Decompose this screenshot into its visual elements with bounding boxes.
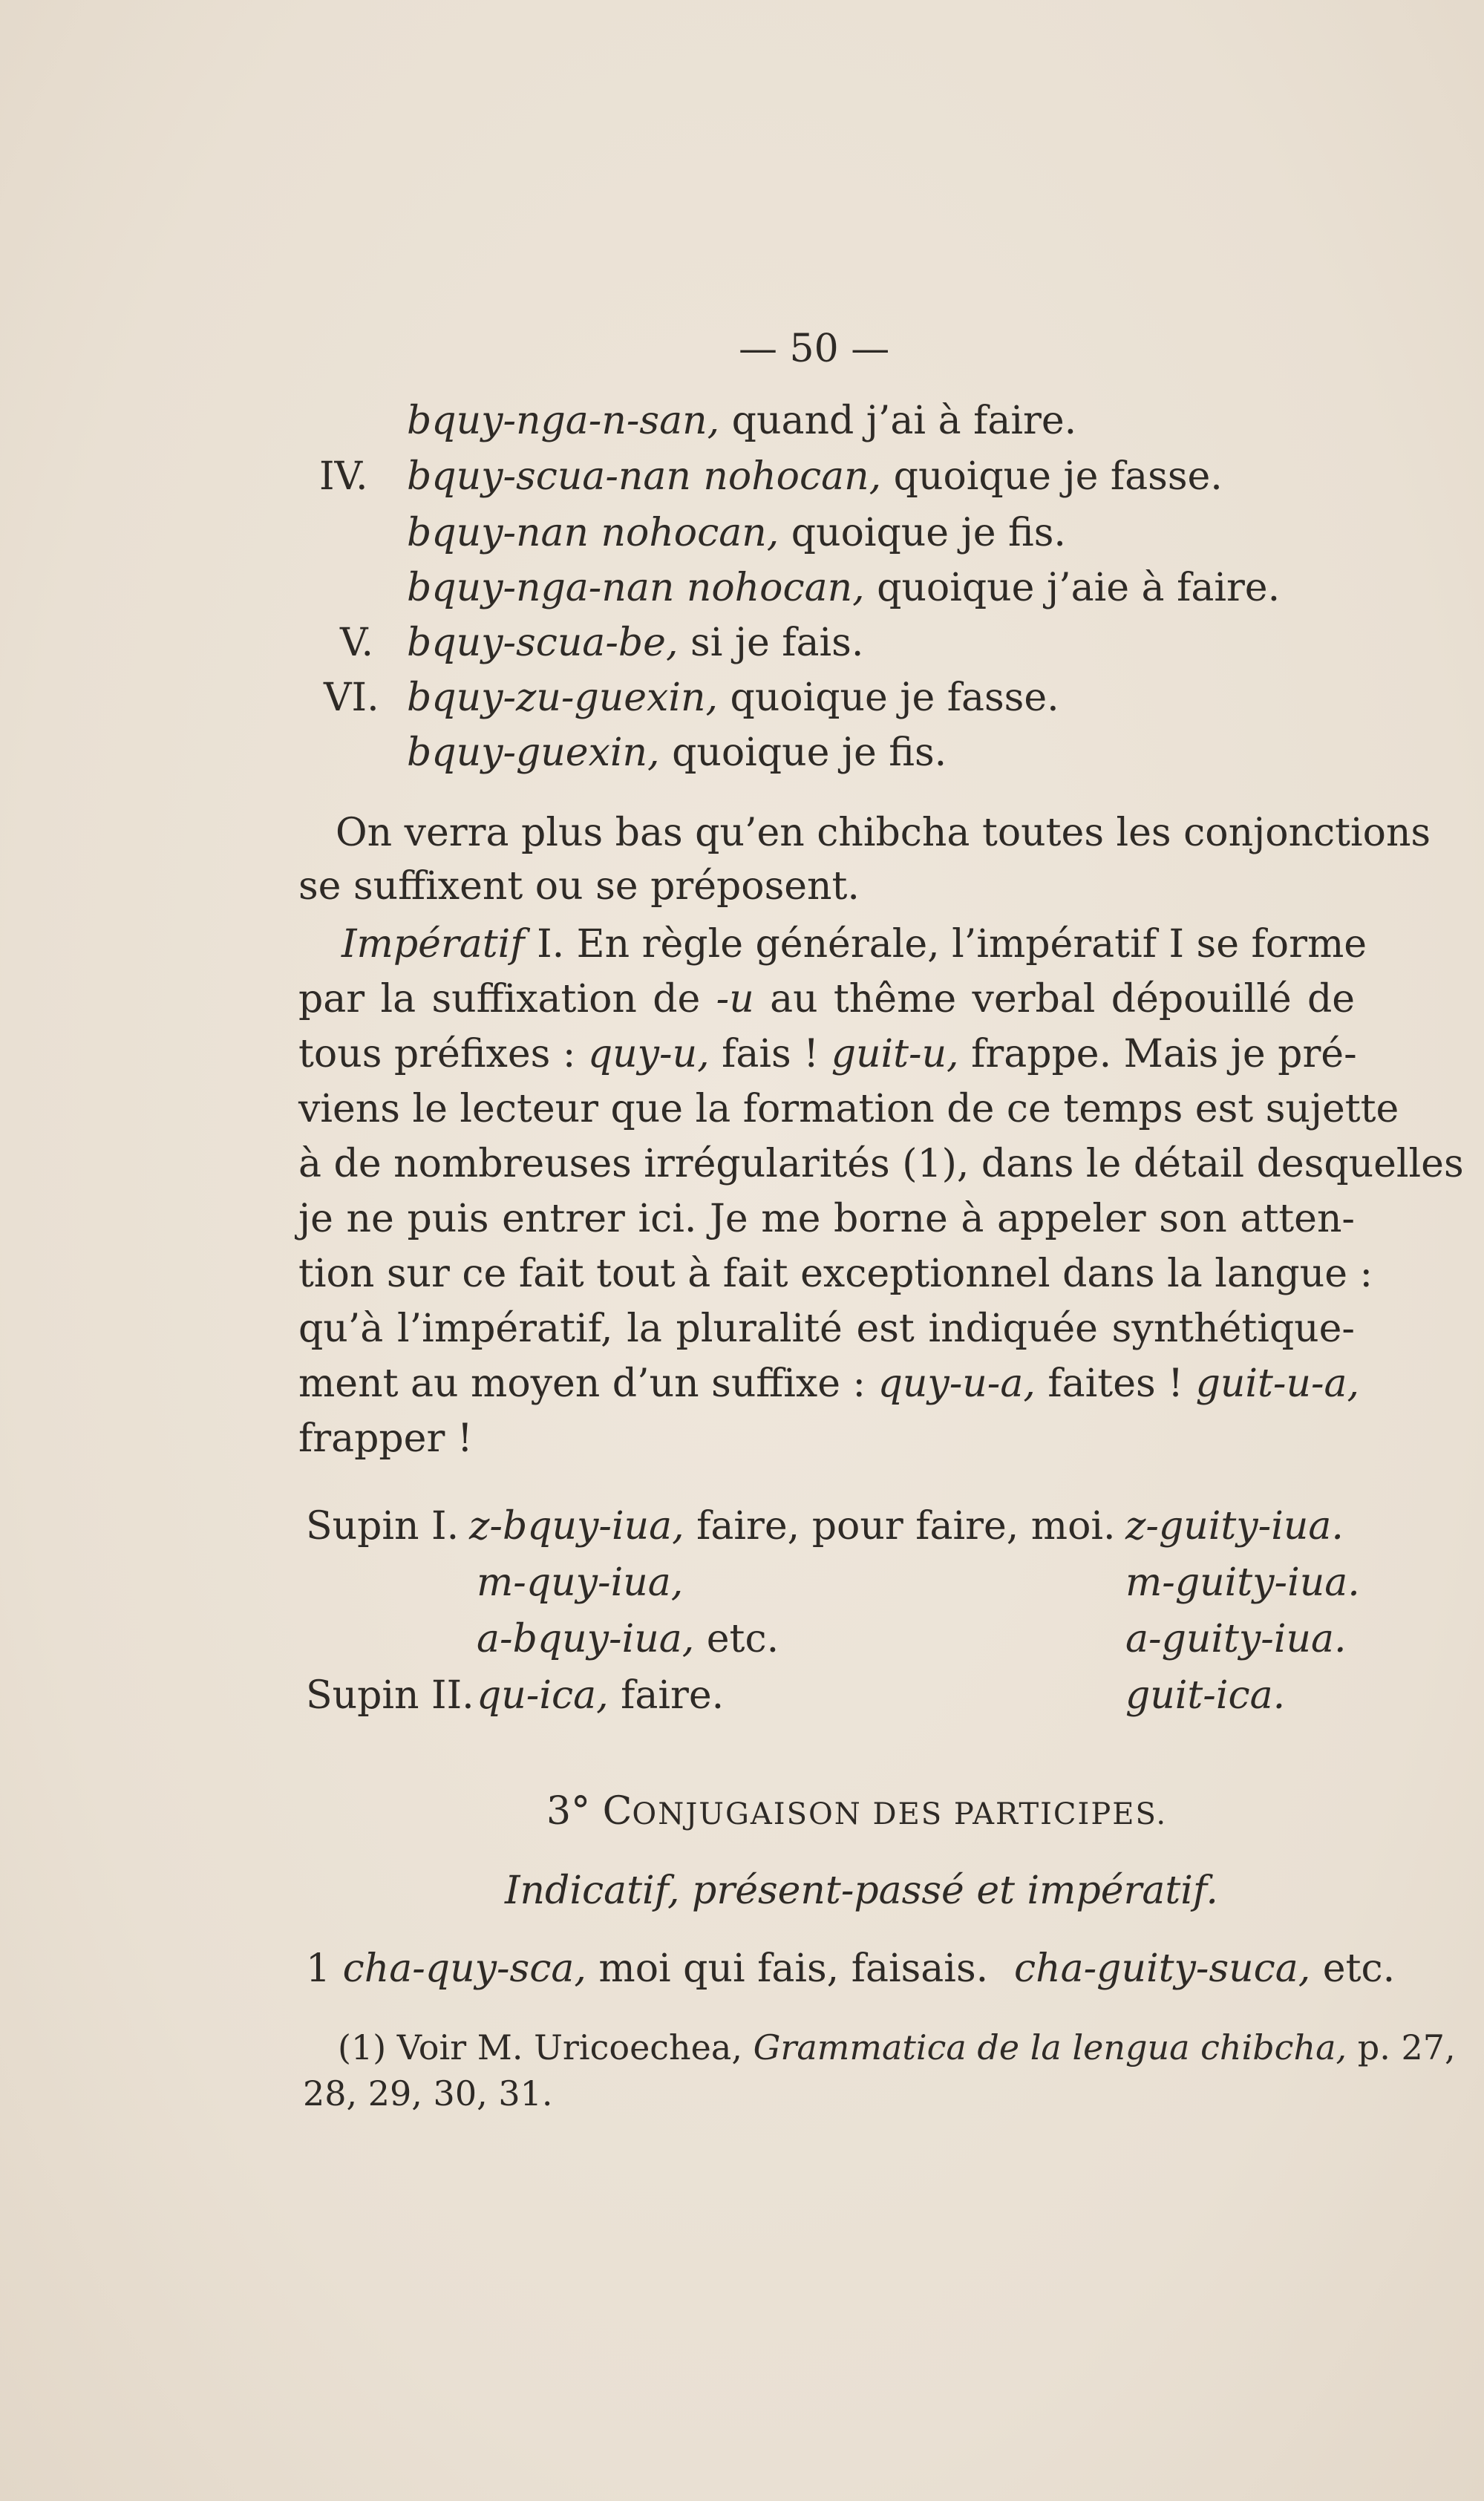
paragraph-line: viens le lecteur que la formation de ce temps est sujette <box>298 1087 1399 1131</box>
list-form: bquy-scua-be, <box>407 621 679 665</box>
list-gloss: quand j’ai à faire. <box>719 399 1077 443</box>
list-form: bquy-guexin, <box>407 730 660 775</box>
footnote-title: Grammatica de la lengua chibcha, <box>753 2027 1347 2067</box>
term-imperatif: Impératif <box>341 922 525 967</box>
list-number: VI. <box>324 676 379 720</box>
text-run: frappe. Mais je pré- <box>958 1032 1357 1076</box>
list-form: bquy-nan nohocan, <box>407 511 779 555</box>
text-run: au thême verbal dépouillé de <box>754 977 1356 1021</box>
participle-gloss: moi qui fais, faisais. <box>586 1946 989 1991</box>
heading-number: 3° <box>546 1789 591 1834</box>
list-gloss: quoique je fasse. <box>718 676 1059 720</box>
paragraph-line: à de nombreuses irrégularités (1), dans le détail desquelles <box>298 1142 1464 1186</box>
suffix-term: -u <box>716 977 754 1021</box>
supin-line <box>477 1615 779 1663</box>
supin-form: qu-ica, <box>477 1673 609 1718</box>
supin-right: z-guity-iua. <box>1125 1504 1344 1549</box>
paragraph-line: je ne puis entrer ici. Je me borne à appeler son atten- <box>298 1197 1355 1241</box>
participle-line <box>306 1945 988 1992</box>
section-heading <box>546 1788 1167 1838</box>
list-form: bquy-scua-nan nohocan, <box>407 454 882 499</box>
paragraph-line: frapper ! <box>298 1416 473 1461</box>
item-number: 1 <box>306 1946 331 1991</box>
text-run: par la suffixation de <box>298 977 716 1021</box>
paragraph-line <box>298 1030 1355 1078</box>
participle-right-rest: etc. <box>1310 1946 1396 1991</box>
list-form: bquy-nga-nan nohocan, <box>407 566 865 610</box>
list-gloss: quoique je fasse. <box>881 454 1223 499</box>
paragraph-line <box>341 921 1367 968</box>
text-run: fais ! <box>709 1032 831 1076</box>
supin-form: z-bquy-iua, <box>469 1504 684 1549</box>
supin-label: Supin I. <box>306 1504 460 1549</box>
list-line <box>407 453 1223 500</box>
list-gloss: quoique je fis. <box>779 511 1066 555</box>
example-term: guit-u, <box>831 1032 959 1076</box>
text-run: p. 27, <box>1347 2027 1456 2067</box>
list-number: IV. <box>319 454 368 499</box>
supin-line <box>477 1672 724 1719</box>
example-term: quy-u, <box>587 1032 710 1076</box>
list-gloss: quoique j’aie à faire. <box>864 566 1281 610</box>
supin-gloss: etc. <box>694 1617 779 1661</box>
paragraph-line <box>298 1360 1360 1408</box>
paragraph-line <box>298 975 1355 1023</box>
text-run: I. En règle générale, l’impératif I se forme <box>524 922 1367 967</box>
list-line <box>407 619 863 667</box>
list-line <box>407 509 1066 557</box>
text-run: ment au moyen d’un suffixe : <box>298 1361 878 1406</box>
paragraph-line: tion sur ce fait tout à fait exceptionnel dans la langue : <box>298 1252 1373 1296</box>
subheading: Indicatif, présent-passé et impératif. <box>505 1869 1218 1913</box>
text-run: (1) Voir M. Uricoechea, <box>338 2027 754 2067</box>
supin-form: m-quy-iua, <box>477 1560 684 1605</box>
list-line <box>407 674 1059 722</box>
participle-right-form: cha-guity-suca, <box>1014 1946 1311 1991</box>
supin-line <box>469 1503 1116 1550</box>
list-number: V. <box>340 621 373 665</box>
supin-right: a-guity-iua. <box>1125 1617 1347 1661</box>
supin-right: guit-ica. <box>1125 1673 1286 1718</box>
paragraph-line: qu’à l’impératif, la pluralité est indiquée synthétique- <box>298 1307 1355 1351</box>
footnote-line <box>338 2025 1456 2070</box>
supin-form: a-bquy-iua, <box>477 1617 695 1661</box>
supin-gloss: faire. <box>608 1673 725 1718</box>
supin-right: m-guity-iua. <box>1125 1560 1360 1605</box>
paragraph-line: se suffixent ou se préposent. <box>298 864 860 909</box>
footnote-line: 28, 29, 30, 31. <box>303 2073 553 2113</box>
list-form: bquy-zu-guexin, <box>407 676 718 720</box>
supin-gloss: faire, pour faire, moi. <box>684 1504 1116 1549</box>
page-number: — 50 — <box>739 327 890 371</box>
list-gloss: si je fais. <box>678 621 864 665</box>
participle-right <box>1014 1945 1395 1992</box>
participle-form: cha-quy-sca, <box>342 1946 586 1991</box>
text-run: tous préfixes : <box>298 1032 588 1076</box>
list-line <box>407 729 947 777</box>
paragraph-line: On verra plus bas qu’en chibcha toutes les conjonctions <box>336 811 1431 855</box>
list-form: bquy-nga-n-san, <box>407 399 720 443</box>
supin-label: Supin II. <box>306 1673 474 1718</box>
example-term: guit-u-a, <box>1195 1361 1360 1406</box>
list-gloss: quoique je fis. <box>659 730 947 775</box>
text-run: faites ! <box>1035 1361 1196 1406</box>
list-line <box>407 564 1280 612</box>
list-line <box>407 397 1076 445</box>
example-term: quy-u-a, <box>877 1361 1036 1406</box>
heading-smallcaps: ONJUGAISON DES PARTICIPES. <box>632 1797 1168 1831</box>
heading-initial: C <box>602 1789 633 1834</box>
